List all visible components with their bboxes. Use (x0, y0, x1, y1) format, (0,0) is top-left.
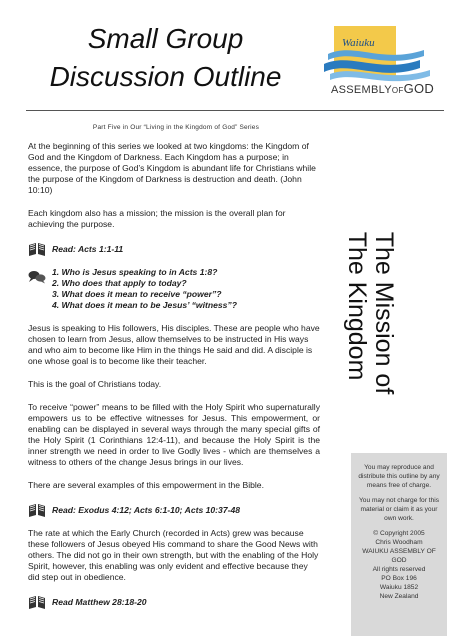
vertical-title-text (343, 232, 397, 395)
org-line: WAIUKU ASSEMBLY OF GOD (362, 548, 436, 564)
logo-word-of: OF (391, 86, 404, 95)
read-reference-3: Read Matthew 28:18-20 (52, 597, 147, 607)
logo-word-god: GOD (403, 81, 435, 96)
main-column (28, 141, 320, 620)
copyright-box (351, 453, 447, 636)
read-reference-1: Read: Acts 1:1-11 (52, 244, 124, 254)
logo-waiuku-text: Waiuku (342, 37, 375, 49)
read-matthew (28, 595, 320, 610)
title-line-2: Discussion Outline (49, 61, 282, 92)
question-list (52, 267, 237, 311)
rights-line: All rights reserved (372, 566, 426, 573)
vertical-title-line-1: The Mission of (370, 231, 398, 395)
open-book-icon (28, 242, 46, 257)
series-subtitle: Part Five in Our “Living in the Kingdom of God” Series (92, 124, 260, 131)
question-1: 1. Who is Jesus speaking to in Acts 1:8? (52, 267, 218, 277)
logo-word-assembly: ASSEMBLY (331, 84, 392, 96)
open-book-icon (28, 503, 46, 518)
read-reference-2: Read: Exodus 4:12; Acts 6:1-10; Acts 10:37-48 (52, 505, 241, 515)
question-4: 4. What does it mean to be Jesus’ “witness”? (52, 300, 237, 310)
vertical-title (342, 168, 398, 458)
read-exodus-acts (28, 503, 320, 518)
mission-paragraph: Each kingdom also has a mission; the mission is the overall plan for achieving the purpose. (28, 208, 286, 229)
po-box-line: PO Box 196 (381, 575, 417, 582)
read-acts-1 (28, 242, 320, 257)
logo-wordmark (331, 81, 434, 96)
header-divider (26, 110, 444, 111)
discussion-questions (28, 267, 320, 311)
examples-paragraph: There are several examples of this empowerment in the Bible. (28, 480, 264, 490)
question-2: 2. Who does that apply to today? (52, 278, 187, 288)
city-line: Waiuku 1852 (379, 584, 419, 591)
speech-bubbles-icon (28, 269, 46, 284)
vertical-title-line-2: The Kingdom (343, 231, 371, 381)
reproduce-notice: You may reproduce and distribute this outline by any means free of charge. (358, 464, 440, 489)
title-line-1: Small Group (87, 23, 244, 54)
question-3: 3. What does it mean to receive “power”? (52, 289, 222, 299)
disciples-paragraph: Jesus is speaking to His followers, His disciples. These are people who have chosen to learn from Jesus, allow themselves to be instructed in His ways and who aim to become like Him in the things He said and did. A disciple is one whose goal is to become like their teacher. (28, 323, 320, 366)
intro-paragraph: At the beginning of this series we looked at two kingdoms: the Kingdom of God and the Kingdom of Darkness. Each Kingdom has a purpose; in essence, the purpose of God’s Kingdom is abundant life for Christians while the purpose of the Kingdom of Darkness is destruction and death. (John 10:10) (28, 141, 316, 195)
country-line: New Zealand (379, 593, 419, 600)
power-paragraph: To receive “power” means to be filled with the Holy Spirit who supernaturally empowers us to be effective witnesses for Jesus. This empowerment, or enabling can be displayed in several ways through the many special gifts of the Holy Spirit (1 Corinthians 12:4-11), and because the Holy Spirit is the inner strength we need in order to live Godly lives - which are themselves a witness to others of the change Jesus brings in our lives. (28, 402, 320, 467)
page-title (28, 20, 303, 96)
goal-paragraph: This is the goal of Christians today. (28, 379, 162, 389)
charge-notice: You may not charge for this material or claim it as your own work. (358, 497, 440, 522)
author-line: Chris Woodham (375, 539, 423, 546)
open-book-icon (28, 595, 46, 610)
copyright-line: © Copyright 2005 (373, 530, 425, 537)
early-church-paragraph: The rate at which the Early Church (recorded in Acts) grew was because these followers of Jesus obeyed His command to share the Good News with others. The did not go in their own strength, but with the enabling of the Holy Spirit, however, this enabling was only evident and effective because they did step out in obedience. (28, 528, 319, 582)
